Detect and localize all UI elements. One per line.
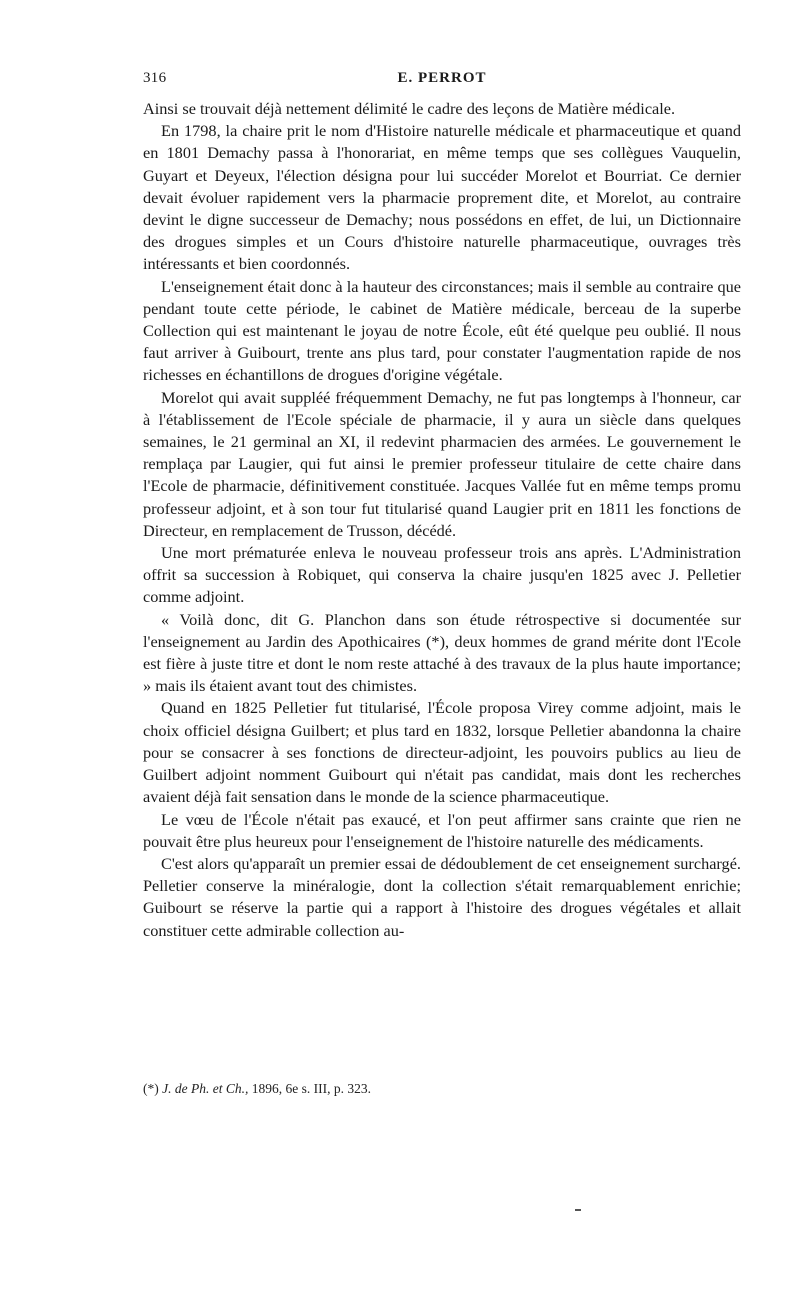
page — [143, 60, 741, 942]
footnote-details: 1896, 6e s. III, p. 323. — [251, 1081, 371, 1096]
paragraph: En 1798, la chaire prit le nom d'Histoire naturelle médicale et pharmaceutique et quand en 1801 Demachy passa à l'honorariat, en même temps que ses collègues Vauquelin, Guyart et Deyeux, l'élection désigna pour lui succéder Morelot et Bourriat. Ce dernier devait évoluer rapidement vers la pharmacie proprement dite, et Morelot, au contraire devint le digne successeur de Demachy; nous possédons en effet, de lui, un Dictionnaire des drogues simples et un Cours d'histoire naturelle pharmaceutique, ouvrages très intéressants et bien coordonnés. — [143, 121, 741, 274]
running-head — [143, 60, 741, 86]
paragraph: Une mort prématurée enleva le nouveau professeur trois ans après. L'Administration offrit sa succession à Robiquet, qui conserva la chaire jusqu'en 1825 avec J. Pelletier comme adjoint. — [143, 543, 741, 607]
footnote — [143, 1081, 371, 1097]
paragraph: C'est alors qu'apparaît un premier essai de dédoublement de cet enseignement surchargé. Pelletier conserve la minéralogie, dont la collection s'était remarquablement enrichie; Guibourt se réserve la partie qui a rapport à l'histoire des drogues végétales et allait constituer cette admirable collection au- — [143, 853, 741, 940]
body-text — [143, 98, 741, 942]
paragraph: Quand en 1825 Pelletier fut titularisé, l'École proposa Virey comme adjoint, mais le choix officiel désigna Guilbert; et plus tard en 1832, lorsque Pelletier abandonna la chaire pour se consacrer à ses fonctions de directeur-adjoint, les pouvoirs publics au lieu de Guilbert adjoint nomment Guibourt qui n'était pas candidat, mais dont les recherches avaient déjà fait sensation dans le monde de la science pharmaceutique. — [143, 698, 741, 807]
paragraph: L'enseignement était donc à la hauteur des circonstances; mais il semble au contraire que pendant toute cette période, le cabinet de Matière médicale, berceau de la superbe Collection qui est maintenant le joyau de notre École, eût été quelque peu oublié. Il nous faut arriver à Guibourt, trente ans plus tard, pour constater l'augmentation rapide de nos richesses en échantillons de drogues d'origine végétale. — [143, 276, 741, 385]
printer-mark — [575, 1209, 581, 1211]
paragraph: « Voilà donc, dit G. Planchon dans son étude rétrospective si documentée sur l'enseignement au Jardin des Apothicaires (*), deux hommes de grand mérite dont l'Ecole est fière à juste titre et dont le nom reste attaché à des travaux de la plus haute importance; » mais ils étaient avant tout des chimistes. — [143, 609, 741, 696]
footnote-source: J. de Ph. et Ch., — [162, 1081, 249, 1096]
footnote-marker: (*) — [143, 1081, 159, 1096]
paragraph: Morelot qui avait suppléé fréquemment Demachy, ne fut pas longtemps à l'honneur, car à l'établissement de l'Ecole spéciale de pharmacie, il y aura un siècle dans quelques semaines, le 21 germinal an XI, il redevint pharmacien des armées. Le gouvernement le remplaça par Laugier, qui fut ainsi le premier professeur titulaire de cette chaire dans l'Ecole de pharmacie, définitivement constituée. Jacques Vallée fut en même temps promu professeur adjoint, et à son tour fut titularisé quand Laugier prit en 1811 les fonctions de Directeur, en remplacement de Trusson, décédé. — [143, 387, 741, 540]
running-title: E. PERROT — [397, 70, 487, 86]
page-number: 316 — [143, 70, 167, 86]
paragraph: Ainsi se trouvait déjà nettement délimité le cadre des leçons de Matière médicale. — [143, 99, 676, 118]
paragraph: Le vœu de l'École n'était pas exaucé, et l'on peut affirmer sans crainte que rien ne pouvait être plus heureux pour l'enseignement de l'histoire naturelle des médicaments. — [143, 809, 741, 851]
